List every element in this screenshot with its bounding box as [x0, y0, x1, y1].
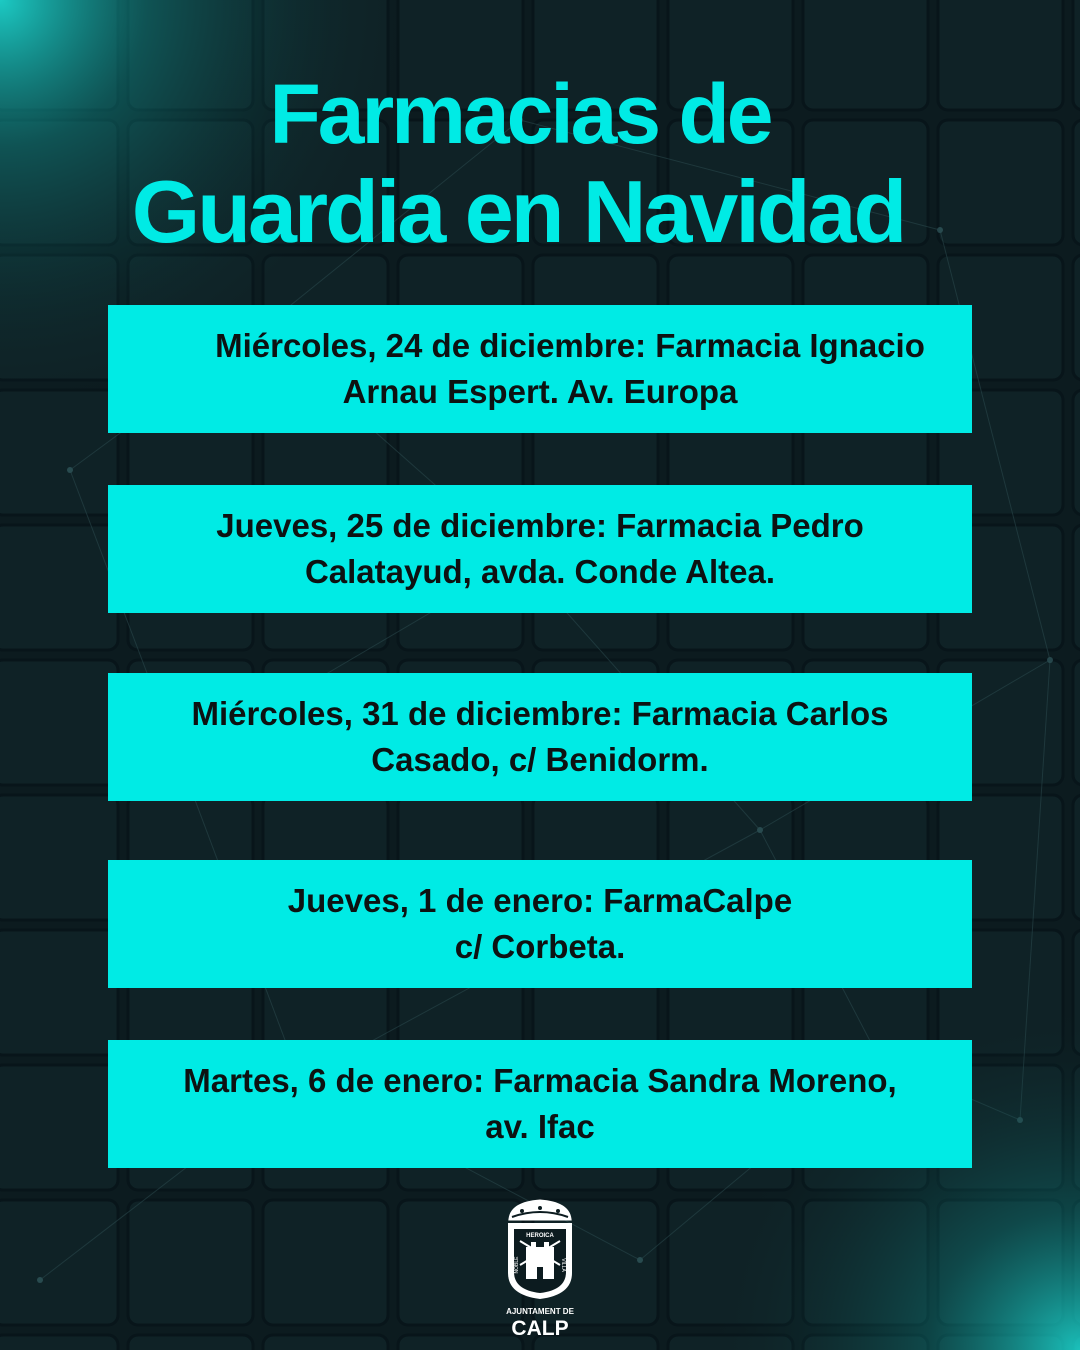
schedule-card-dec-24: [108, 305, 972, 433]
schedule-card-text-line-2: Arnau Espert. Av. Europa: [342, 373, 738, 410]
schedule-card-text-line-1: Miércoles, 24 de diciembre: Farmacia Ignacio: [215, 327, 925, 364]
schedule-card-dec-31: [108, 673, 972, 801]
schedule-card-text-line-2: Calatayud, avda. Conde Altea.: [304, 553, 776, 590]
schedule-card-text-line-1: Miércoles, 31 de diciembre: Farmacia Carlos: [191, 695, 889, 732]
page-title-line-1: Farmacias de: [269, 67, 771, 161]
seal-text-left: NOBLE: [514, 1256, 520, 1274]
schedule-card-text-line-1: Martes, 6 de enero: Farmacia Sandra Moreno,: [183, 1062, 897, 1099]
crown-icon: [510, 1201, 570, 1219]
schedule-card-text-line-2: c/ Corbeta.: [454, 928, 626, 965]
seal-text-right: VILLA: [560, 1258, 566, 1272]
logo-caption-big: CALP: [511, 1317, 569, 1340]
schedule-card-text-line-1: Jueves, 1 de enero: FarmaCalpe: [287, 882, 793, 919]
ajuntament-calp-logo: [500, 1195, 580, 1340]
logo-caption-small: AJUNTAMENT DE: [506, 1307, 574, 1316]
schedule-card-jan-1: [108, 860, 972, 988]
seal-text-top: HEROICA: [526, 1233, 554, 1239]
page-title-line-2: Guardia en Navidad: [131, 162, 905, 261]
schedule-card-text-line-1: Jueves, 25 de diciembre: Farmacia Pedro: [216, 507, 864, 544]
schedule-card-dec-25: [108, 485, 972, 613]
schedule-card-text-line-2: Casado, c/ Benidorm.: [371, 741, 709, 778]
schedule-card-jan-6: [108, 1040, 972, 1168]
schedule-card-text-line-2: av. Ifac: [485, 1108, 595, 1145]
